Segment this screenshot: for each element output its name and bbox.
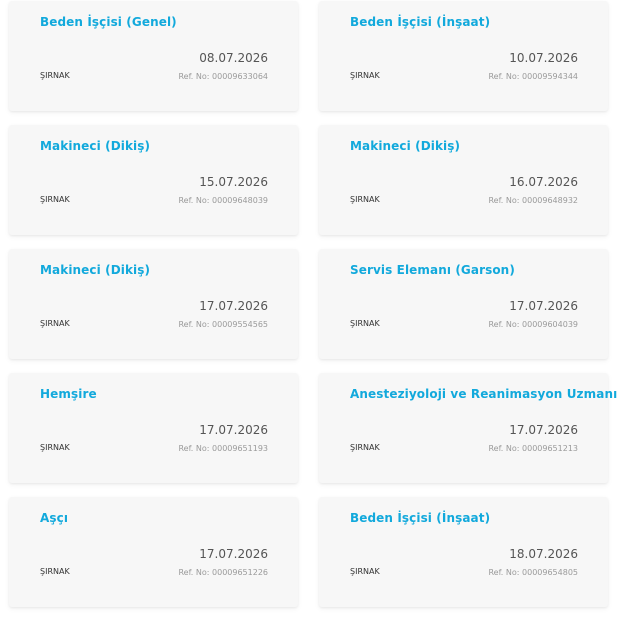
job-title[interactable]: Servis Elemanı (Garson) — [350, 263, 515, 277]
job-city: ŞIRNAK — [350, 71, 380, 80]
job-city: ŞIRNAK — [350, 443, 380, 452]
job-card[interactable] — [9, 373, 298, 483]
job-title[interactable]: Beden İşçisi (İnşaat) — [350, 15, 491, 29]
job-title[interactable]: Makineci (Dikiş) — [350, 139, 461, 153]
job-city: ŞIRNAK — [40, 567, 70, 576]
job-card[interactable] — [9, 125, 298, 235]
job-card[interactable] — [319, 125, 608, 235]
job-card[interactable] — [319, 249, 608, 359]
job-ref-number: Ref. No: 00009651213 — [488, 444, 578, 453]
job-ref-number: Ref. No: 00009554565 — [178, 320, 268, 329]
job-title[interactable]: Beden İşçisi (Genel) — [40, 15, 177, 29]
job-card[interactable] — [9, 1, 298, 111]
job-ref-number: Ref. No: 00009604039 — [488, 320, 578, 329]
job-card[interactable] — [9, 497, 298, 607]
job-city: ŞIRNAK — [350, 319, 380, 328]
job-title[interactable]: Makineci (Dikiş) — [40, 139, 151, 153]
job-city: ŞIRNAK — [350, 195, 380, 204]
job-date: 17.07.2026 — [199, 299, 268, 313]
job-date: 17.07.2026 — [199, 423, 268, 437]
job-card[interactable] — [319, 373, 618, 483]
job-date: 10.07.2026 — [509, 51, 578, 65]
job-card[interactable] — [319, 1, 608, 111]
job-ref-number: Ref. No: 00009594344 — [488, 72, 578, 81]
job-ref-number: Ref. No: 00009651193 — [178, 444, 268, 453]
job-title[interactable]: Makineci (Dikiş) — [40, 263, 151, 277]
job-ref-number: Ref. No: 00009633064 — [178, 72, 268, 81]
job-date: 17.07.2026 — [509, 299, 578, 313]
job-city: ŞIRNAK — [40, 319, 70, 328]
job-title[interactable]: Hemşire — [40, 387, 97, 401]
job-title[interactable]: Anesteziyoloji ve Reanimasyon Uzmanı — [350, 387, 618, 401]
job-title[interactable]: Beden İşçisi (İnşaat) — [350, 511, 491, 525]
job-date: 15.07.2026 — [199, 175, 268, 189]
job-ref-number: Ref. No: 00009648039 — [178, 196, 268, 205]
job-city: ŞIRNAK — [40, 71, 70, 80]
job-card[interactable] — [319, 497, 608, 607]
job-ref-number: Ref. No: 00009651226 — [178, 568, 268, 577]
job-city: ŞIRNAK — [40, 195, 70, 204]
job-city: ŞIRNAK — [350, 567, 380, 576]
job-city: ŞIRNAK — [40, 443, 70, 452]
job-title[interactable]: Aşçı — [40, 511, 69, 525]
job-date: 17.07.2026 — [509, 423, 578, 437]
job-date: 16.07.2026 — [509, 175, 578, 189]
job-date: 18.07.2026 — [509, 547, 578, 561]
job-card[interactable] — [9, 249, 298, 359]
job-ref-number: Ref. No: 00009648932 — [488, 196, 578, 205]
job-date: 17.07.2026 — [199, 547, 268, 561]
job-ref-number: Ref. No: 00009654805 — [488, 568, 578, 577]
job-date: 08.07.2026 — [199, 51, 268, 65]
